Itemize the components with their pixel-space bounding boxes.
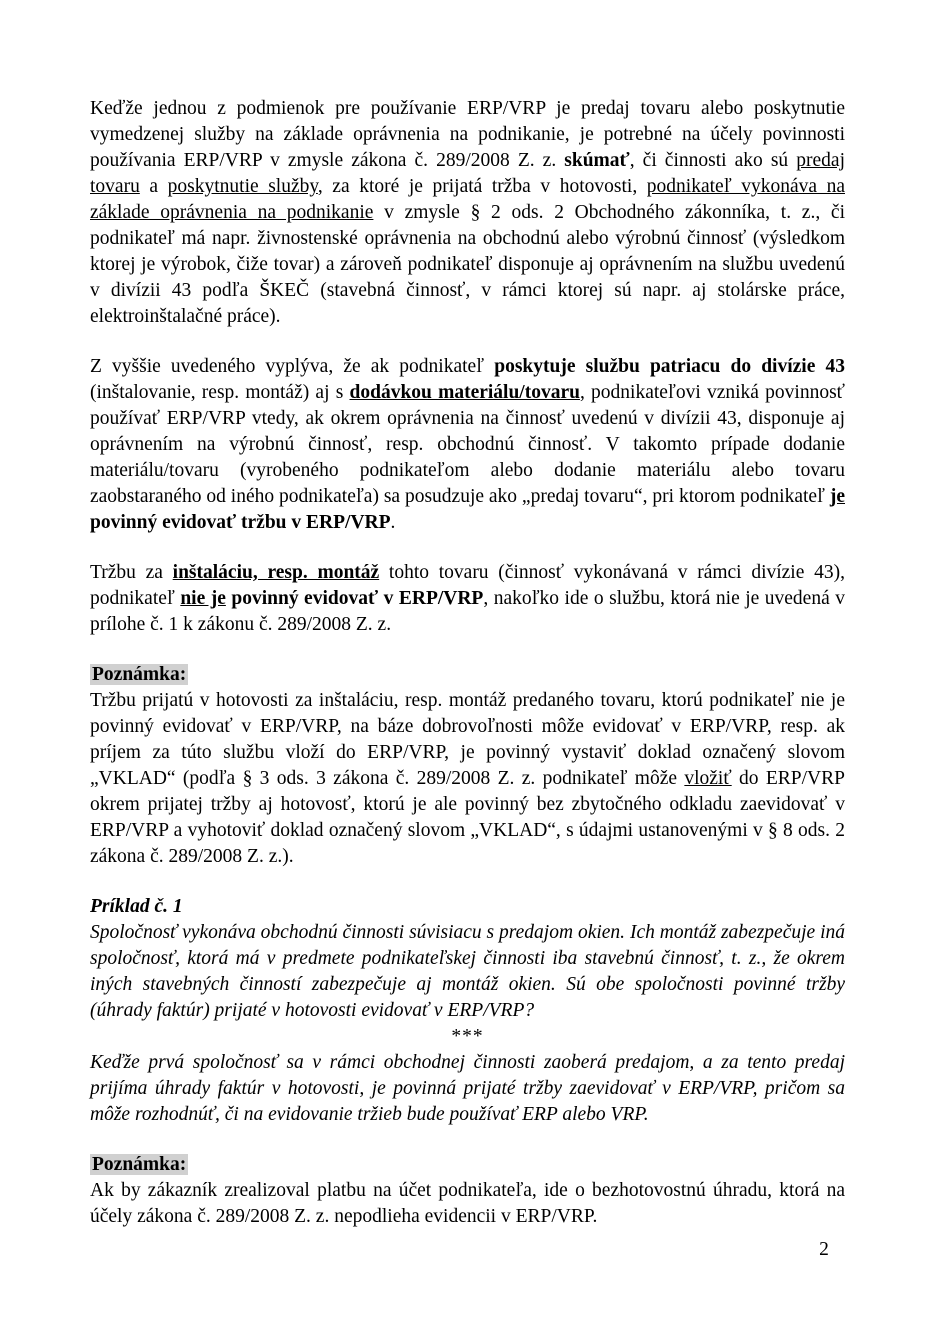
note1-heading-label: Poznámka: [92, 664, 187, 685]
text-run: Tržbu prijatú v hotovosti za inštaláciu, resp. montáž predaného tovaru, ktorú podnikateľ nie je povinný evidovať v ERP/VRP, na báze dobrovoľnosti môže evidovať v ERP/VRP, resp. ak príjem za túto službu vloží do ERP/VRP, je povinný vystaviť doklad označený slovom „VKLAD“ (podľa § 3 ods. 3 zákona č. 289/2008 Z. z. podnikateľ môže [90, 690, 845, 789]
text-run: predaj tovaru [90, 150, 845, 197]
text-run: je [829, 486, 845, 507]
example1-heading: Príklad č. 1 [90, 896, 183, 917]
text-run: . [390, 512, 396, 533]
page-number: 2 [819, 1239, 829, 1260]
text-run: Keďže jednou z podmienok pre používanie ERP/VRP je predaj tovaru alebo poskytnutie vymedzenej služby na základe oprávnenia na podnikanie, je potrebné na účely povinnosti používania ERP/VRP v zmysle zákona č. 289/2008 Z. z. [90, 98, 845, 171]
text-run: inštaláciu, resp. montáž [172, 562, 380, 583]
text-run: , či činnosti ako sú [629, 150, 797, 171]
text-run: v zmysle § 2 ods. 2 Obchodného zákonníka, t. z., či podnikateľ má napr. živnostenské oprávnenia na obchodnú alebo výrobnú činnosť (výsledkom ktorej je výrobok, čiže tovar) a zároveň podnikateľ disponuje aj oprávnením na službu uvedenú v divízii 43 podľa ŠKEČ (stavebná činnosť, v rámci ktorej sú napr. aj stolárske práce, elektroinštalačné práce). [90, 202, 846, 327]
example1-question: Spoločnosť vykonáva obchodnú činnosti súvisiacu s predajom okien. Ich montáž zabezpečuje iná spoločnosť, ktorá má v predmete podnikateľskej činnosti iba stavebnú činnosť, t. z., že okrem iných stavebných činností zabezpečuje aj montáž okien. Sú obe spoločnosti povinné tržby (úhrady faktúr) prijaté v hotovosti evidovať v ERP/VRP? [90, 922, 845, 1021]
note2-heading [90, 1152, 845, 1178]
text-run: do ERP/VRP okrem prijatej tržby aj hotovosť, ktorú je ale povinný bez zbytočného odkladu zaevidovať v ERP/VRP a vyhotoviť doklad označený slovom „VKLAD“, s údajmi ustanovenými v § 8 ods. 2 zákona č. 289/2008 Z. z.). [90, 768, 845, 867]
document-content [90, 96, 845, 1254]
text-run: a [139, 176, 168, 197]
text-run: , nakoľko ide o službu, ktorá nie je uvedená v prílohe č. 1 k zákonu č. 289/2008 Z. z. [90, 588, 845, 635]
example1-answer: Keďže prvá spoločnosť sa v rámci obchodnej činnosti zaoberá predajom, a za tento predaj prijíma úhrady faktúr v hotovosti, je povinná prijaté tržby zaevidovať v ERP/VRP, pričom sa môže rozhodnúť, či na evidovanie tržieb bude používať ERP alebo VRP. [90, 1052, 845, 1125]
paragraph-division43 [90, 354, 845, 536]
note2-body: Ak by zákazník zrealizoval platbu na účet podnikateľa, ide o bezhotovostnú úhradu, ktorá na účely zákona č. 289/2008 Z. z. nepodlieha evidencii v ERP/VRP. [90, 1180, 845, 1227]
text-run: Z vyššie uvedeného vyplýva, že ak podnikateľ [90, 356, 495, 377]
paragraph-installation [90, 560, 845, 638]
note2-heading-label: Poznámka: [92, 1154, 187, 1175]
text-run: tohto tovaru (činnosť vykonávaná v rámci divízie 43), podnikateľ [90, 562, 845, 609]
text-run: nie je [180, 588, 226, 609]
text-run: poskytnutie služby [167, 176, 318, 197]
text-run: Tržbu za [90, 562, 173, 583]
text-run: dodávkou materiálu/tovaru [349, 382, 580, 403]
text-run: (inštalovanie, resp. montáž) aj s [90, 382, 350, 403]
text-run: podnikateľ vykonáva na základe oprávnenia na podnikanie [90, 176, 845, 223]
text-run: skúmať [564, 150, 630, 171]
text-run: vložiť [684, 768, 732, 789]
text-run: povinný evidovať v ERP/VRP [225, 588, 484, 609]
text-run: , za ktoré je prijatá tržba v hotovosti, [317, 176, 647, 197]
text-run: povinný evidovať tržbu v ERP/VRP [90, 512, 391, 533]
text-run: , podnikateľovi vzniká povinnosť používať ERP/VRP vtedy, ak okrem oprávnenia na činnosť uvedenú v divízii 43, disponuje aj oprávnením na výrobnú činnosť, resp. obchodnú činnosť. V takomto prípade dodanie materiálu/tovaru (vyrobeného podnikateľom alebo dodanie materiálu alebo tovaru zaobstaraného od iného podnikateľa) sa posudzuje ako „predaj tovaru“, pri ktorom podnikateľ [90, 382, 845, 507]
paragraph-intro [90, 96, 845, 330]
note1-heading [90, 662, 845, 688]
example1-separator: *** [451, 1026, 484, 1047]
note1-body [90, 688, 845, 870]
text-run: poskytuje službu patriacu do divízie 43 [494, 356, 845, 377]
